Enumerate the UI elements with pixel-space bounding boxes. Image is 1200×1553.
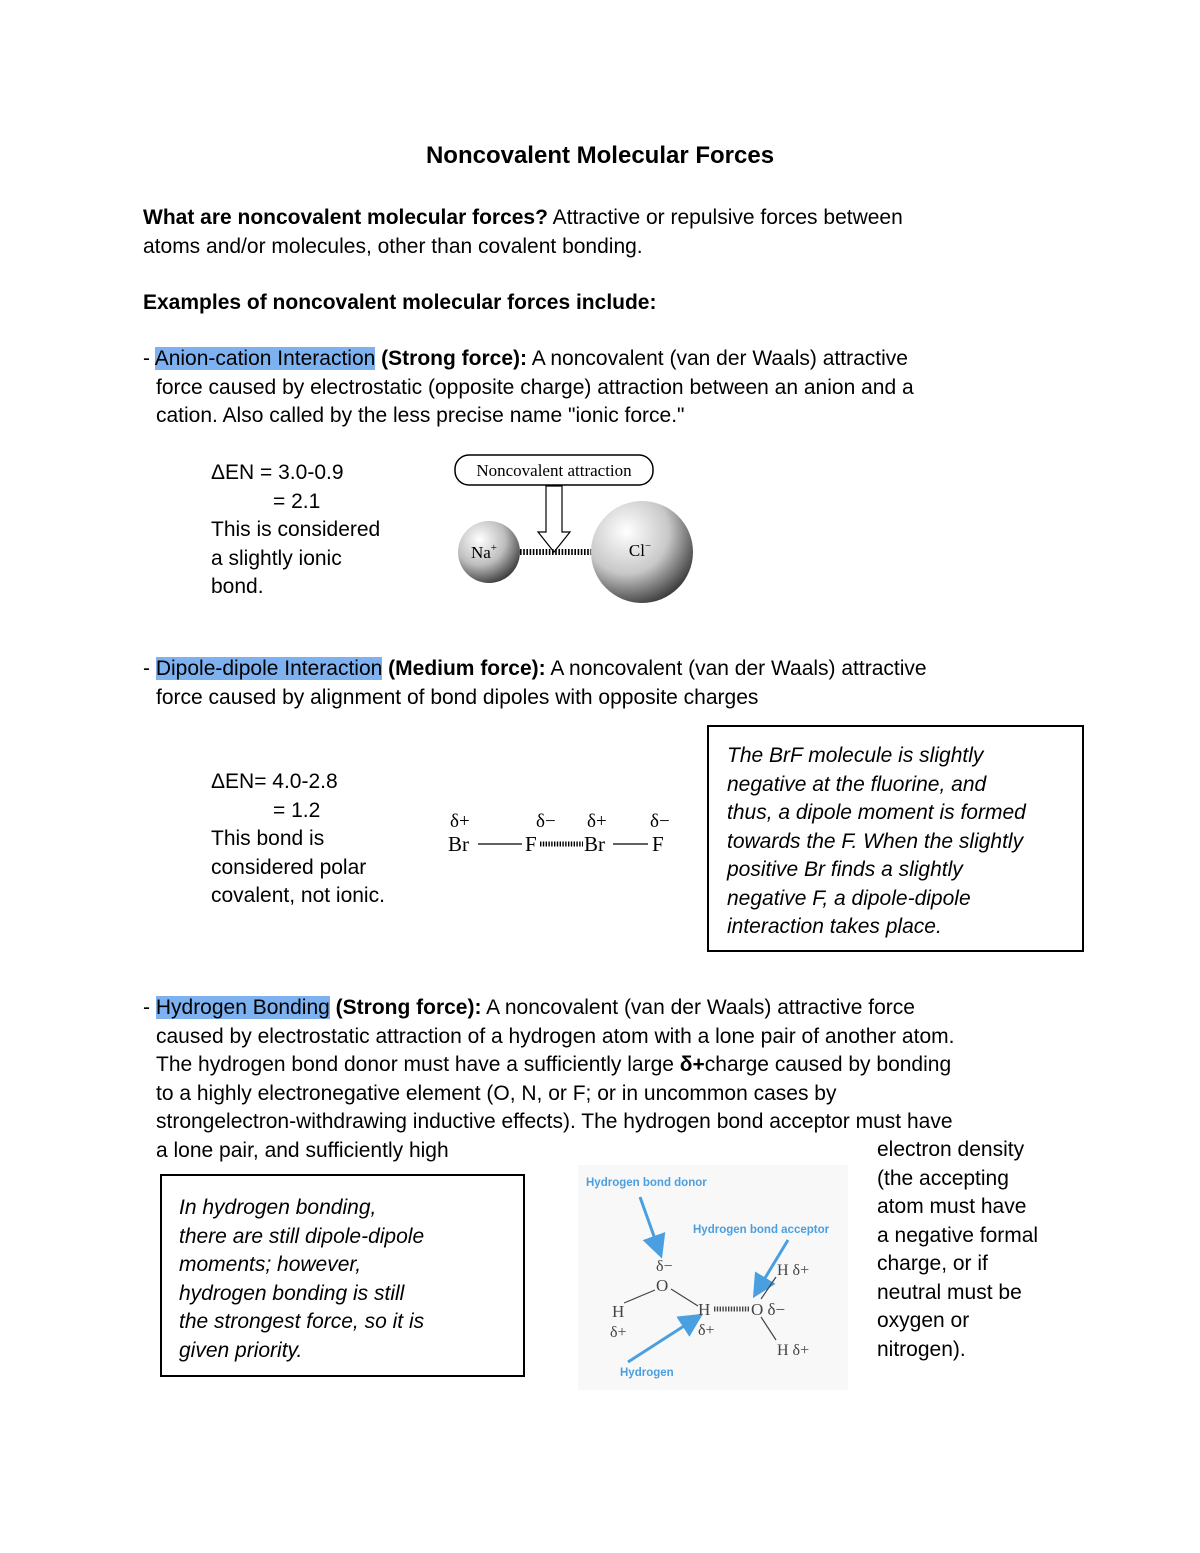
- dipole-en-line2: = 1.2: [273, 798, 321, 822]
- hbond-line4: to a highly electronegative element (O, N, or F; or in uncommon cases by: [156, 1081, 837, 1105]
- donor-hydrogen-left: H: [612, 1302, 625, 1321]
- dipole-line1: A noncovalent (van der Waals) attractive: [550, 657, 927, 680]
- hbond-line6: a lone pair, and sufficiently high: [156, 1138, 449, 1162]
- brf-note-line: positive Br finds a slightly: [727, 858, 963, 881]
- atom-f-2: F: [652, 832, 664, 856]
- hbond-note-line: In hydrogen bonding,: [179, 1196, 377, 1219]
- anion-cation-line2: force caused by electrostatic (opposite charge) attraction between an anion and a: [156, 375, 914, 399]
- hbond-note-line: there are still dipole-dipole: [179, 1224, 425, 1248]
- noncovalent-label: Noncovalent attraction: [476, 461, 632, 480]
- dipole-note-line3: covalent, not ionic.: [211, 884, 385, 907]
- dipole-en-block: [211, 768, 385, 911]
- hbond-side-line: oxygen or: [877, 1309, 970, 1332]
- intro-paragraph: [143, 204, 1143, 261]
- page-title: Noncovalent Molecular Forces: [425, 142, 775, 169]
- delta-plus-2: δ+: [587, 811, 607, 832]
- delta-plus-1: δ+: [450, 811, 470, 832]
- dipole-line2: force caused by alignment of bond dipoles with opposite charges: [156, 685, 759, 709]
- hbond-line1: A noncovalent (van der Waals) attractive force: [486, 996, 915, 1019]
- brf-note-line: negative at the fluorine, and: [727, 772, 987, 796]
- bullet-dash: -: [143, 347, 150, 370]
- hydrogen-bond-diagram: [578, 1165, 848, 1390]
- bonding-hydrogen: H: [698, 1300, 711, 1319]
- donor-delta-plus-left: δ+: [610, 1324, 627, 1341]
- hbond-side-line: (the accepting: [877, 1166, 1009, 1190]
- hbond-side-line: nitrogen).: [877, 1337, 966, 1361]
- down-arrow-icon: [538, 486, 570, 552]
- atom-f-1: F: [525, 832, 537, 856]
- dipole-strength: (Medium force):: [388, 657, 546, 680]
- hbond-side-line: charge, or if: [877, 1252, 988, 1275]
- dipole-en-line1: ΔEN= 4.0-2.8: [211, 770, 338, 793]
- anion-cation-section: [143, 345, 1143, 431]
- atom-br-2: Br: [584, 832, 605, 856]
- anion-cation-en-block: [211, 459, 380, 602]
- bonding-delta-plus: δ+: [698, 1322, 715, 1339]
- intro-answer-line2: atoms and/or molecules, other than covalent bonding.: [143, 234, 643, 258]
- anion-cation-en-line2: = 2.1: [273, 489, 321, 513]
- chloride-ion-label: Cl−: [628, 540, 652, 560]
- brf-note-line: interaction takes place.: [727, 915, 942, 938]
- sodium-ion-label: Na+: [470, 542, 498, 562]
- delta-minus-1: δ−: [536, 811, 556, 832]
- hbond-donor-label: Hydrogen bond donor: [586, 1177, 707, 1189]
- hbond-note-box: [160, 1174, 525, 1377]
- hbond-side-line: neutral must be: [877, 1280, 1022, 1304]
- hbond-line3-b: charge caused by bonding: [704, 1053, 952, 1076]
- hbond-delta-plus: δ+: [679, 1053, 705, 1076]
- hbond-acceptor-label: Hydrogen bond acceptor: [693, 1224, 830, 1236]
- hbond-side-line: electron density: [877, 1138, 1025, 1161]
- hbond-term: Hydrogen Bonding: [155, 996, 330, 1019]
- anion-cation-en-line1: ΔEN = 3.0-0.9: [211, 461, 344, 484]
- hbond-note-line: the strongest force, so it is: [179, 1310, 425, 1333]
- ionic-attraction-diagram: [450, 450, 700, 610]
- brf-note-line: towards the F. When the slightly: [727, 829, 1024, 853]
- hbond-line3-a: The hydrogen bond donor must have a sufficiently large: [156, 1053, 674, 1076]
- dipole-section: [143, 655, 1143, 712]
- dipole-note-line1: This bond is: [211, 827, 325, 850]
- acceptor-h-delta-plus-bottom: H δ+: [777, 1342, 810, 1359]
- hydrogen-label: Hydrogen: [620, 1367, 674, 1379]
- brf-note-line: negative F, a dipole-dipole: [727, 886, 971, 910]
- anion-cation-note-line2: a slightly ionic: [211, 546, 342, 570]
- examples-heading: Examples of noncovalent molecular forces include:: [143, 291, 657, 314]
- hbond-note-line: hydrogen bonding is still: [179, 1281, 405, 1305]
- donor-delta-minus: δ−: [656, 1258, 673, 1275]
- acceptor-oxygen: O δ−: [751, 1300, 786, 1319]
- anion-cation-line3: cation. Also called by the less precise name "ionic force.": [156, 404, 685, 427]
- bullet-dash: -: [143, 657, 150, 680]
- intro-question: What are noncovalent molecular forces?: [143, 206, 548, 229]
- hbond-note-line: given priority.: [179, 1338, 303, 1362]
- atom-br-1: Br: [448, 832, 469, 856]
- donor-oxygen: O: [656, 1276, 669, 1295]
- delta-minus-2: δ−: [650, 811, 670, 832]
- hbond-note-line: moments; however,: [179, 1253, 362, 1276]
- acceptor-h-delta-plus-top: H δ+: [777, 1262, 810, 1279]
- anion-cation-term: Anion-cation Interaction: [154, 347, 376, 370]
- hbond-line2: caused by electrostatic attraction of a hydrogen atom with a lone pair of another atom.: [156, 1024, 955, 1048]
- hbond-side-line: atom must have: [877, 1195, 1027, 1218]
- intro-answer-line1: Attractive or repulsive forces between: [552, 206, 903, 229]
- anion-cation-note-line1: This is considered: [211, 518, 381, 541]
- hbond-side-column: [877, 1136, 1077, 1364]
- dipole-note-line2: considered polar: [211, 855, 367, 879]
- dipole-term: Dipole-dipole Interaction: [155, 657, 383, 680]
- brf-note-line: The BrF molecule is slightly: [727, 744, 984, 767]
- hbond-line5: strongelectron-withdrawing inductive effects). The hydrogen bond acceptor must have: [156, 1110, 953, 1133]
- brf-note-line: thus, a dipole moment is formed: [727, 801, 1026, 824]
- anion-cation-line1: A noncovalent (van der Waals) attractive: [531, 347, 908, 370]
- brf-note-box: [707, 725, 1084, 952]
- hbond-strength: (Strong force):: [335, 996, 482, 1019]
- hbond-side-line: a negative formal: [877, 1223, 1039, 1247]
- bullet-dash: -: [143, 996, 150, 1019]
- hbond-line3: [143, 1051, 1143, 1080]
- brf-dipole-diagram: [445, 805, 685, 865]
- anion-cation-note-line3: bond.: [211, 575, 264, 598]
- anion-cation-strength: (Strong force):: [381, 347, 527, 370]
